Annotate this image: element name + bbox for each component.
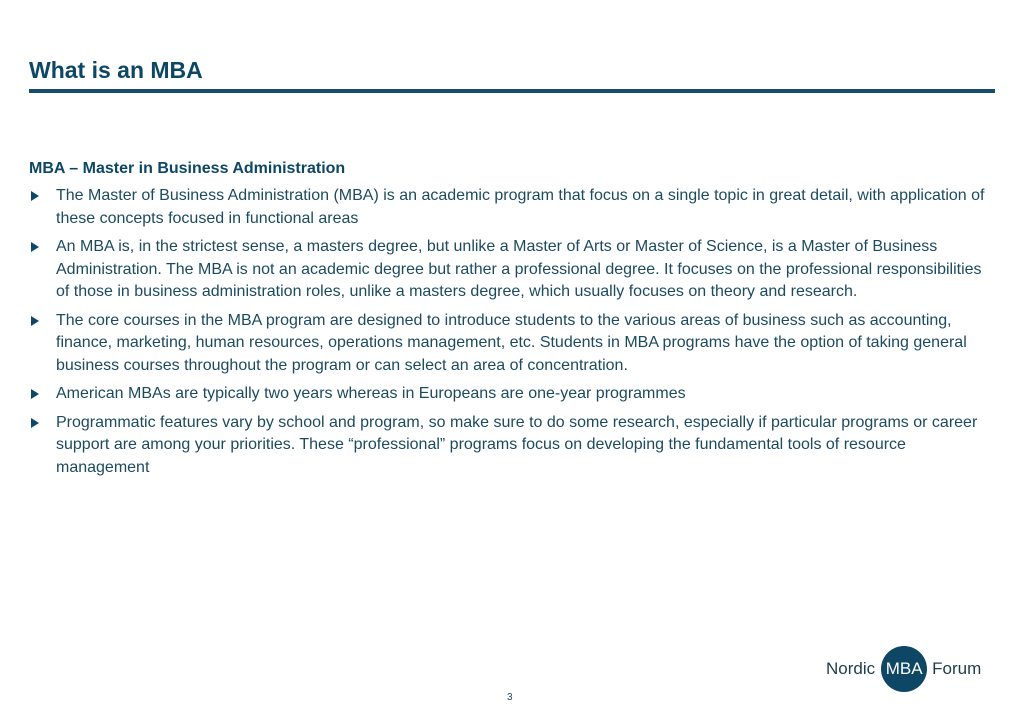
triangle-right-icon <box>31 389 39 399</box>
bullet-item <box>29 236 999 304</box>
nordic-mba-forum-logo <box>826 646 981 692</box>
triangle-right-icon <box>31 242 39 252</box>
bullet-text: The core courses in the MBA program are designed to introduce students to the various areas of business such as accounting, finance, marketing, human resources, operations management, etc. Students in MBA programs have the option of taking general business courses throughout the program or can select an area of concentration. <box>56 311 967 374</box>
logo-right-word: Forum <box>932 659 982 678</box>
triangle-right-icon <box>31 316 39 326</box>
logo-circle-icon <box>881 646 927 692</box>
bullet-item <box>29 310 999 378</box>
bullet-text: American MBAs are typically two years whereas in Europeans are one-year programmes <box>56 385 686 402</box>
bullet-item <box>29 185 999 230</box>
slide-content <box>29 158 999 485</box>
bullet-list <box>29 185 999 479</box>
page-number: 3 <box>507 692 513 703</box>
subheading: MBA – Master in Business Administration <box>29 160 346 177</box>
bullet-text: Programmatic features vary by school and program, so make sure to do some research, especially if particular programs or career support are among your priorities. These “professional” programs focus on developing the fundamental tools of resource management <box>56 413 978 476</box>
bullet-item <box>29 383 999 406</box>
triangle-right-icon <box>31 418 39 428</box>
bullet-text: The Master of Business Administration (MBA) is an academic program that focus on a single topic in great detail, with application of these concepts focused in functional areas <box>56 187 985 227</box>
triangle-right-icon <box>31 191 39 201</box>
bullet-item <box>29 412 999 480</box>
slide-title: What is an MBA <box>29 57 203 83</box>
logo-left-word: Nordic <box>826 659 876 678</box>
title-divider <box>29 89 995 93</box>
logo-center-word: MBA <box>885 659 923 678</box>
bullet-text: An MBA is, in the strictest sense, a masters degree, but unlike a Master of Arts or Master of Science, is a Master of Business Administration. The MBA is not an academic degree but rather a professional degree. It focuses on the professional responsibilities of those in business administration roles, unlike a masters degree, which usually focuses on theory and research. <box>56 238 982 300</box>
